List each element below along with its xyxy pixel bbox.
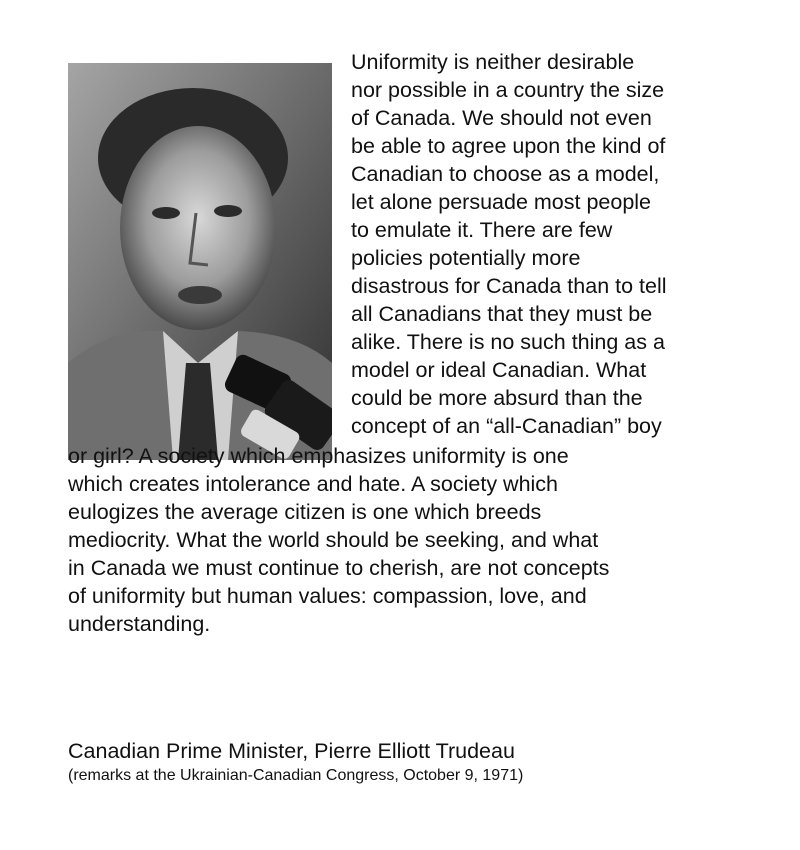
quote-line: model or ideal Canadian. What (351, 358, 647, 382)
quote-line: in Canada we must continue to cherish, are not concepts (68, 556, 610, 580)
quote-line: policies potentially more (351, 246, 581, 270)
quote-line: understanding. (68, 612, 211, 636)
quote-line: disastrous for Canada than to tell (351, 274, 667, 298)
quote-line: mediocrity. What the world should be seeking, and what (68, 528, 599, 552)
quote-line: all Canadians that they must be (351, 302, 653, 326)
quote-line: to emulate it. There are few (351, 218, 613, 242)
quote-line: nor possible in a country the size (351, 78, 665, 102)
quote-line: which creates intolerance and hate. A society which (68, 472, 559, 496)
quote-line: of Canada. We should not even (351, 106, 652, 130)
quote-line: eulogizes the average citizen is one which breeds (68, 500, 542, 524)
quote-line: be able to agree upon the kind of (351, 134, 666, 158)
quote-line: alike. There is no such thing as a (351, 330, 665, 354)
quote-line: or girl? A society which emphasizes uniformity is one (68, 444, 569, 468)
quote-line: of uniformity but human values: compassion, love, and (68, 584, 587, 608)
quote-line: let alone persuade most people (351, 190, 652, 214)
quote-line: Uniformity is neither desirable (351, 50, 635, 74)
quote-line: could be more absurd than the (351, 386, 643, 410)
attribution-event: (remarks at the Ukrainian-Canadian Congress, October 9, 1971) (68, 767, 524, 784)
attribution-speaker: Canadian Prime Minister, Pierre Elliott Trudeau (68, 739, 515, 763)
quote-line: concept of an “all-Canadian” boy (351, 414, 662, 438)
quote-line: Canadian to choose as a model, (351, 162, 660, 186)
